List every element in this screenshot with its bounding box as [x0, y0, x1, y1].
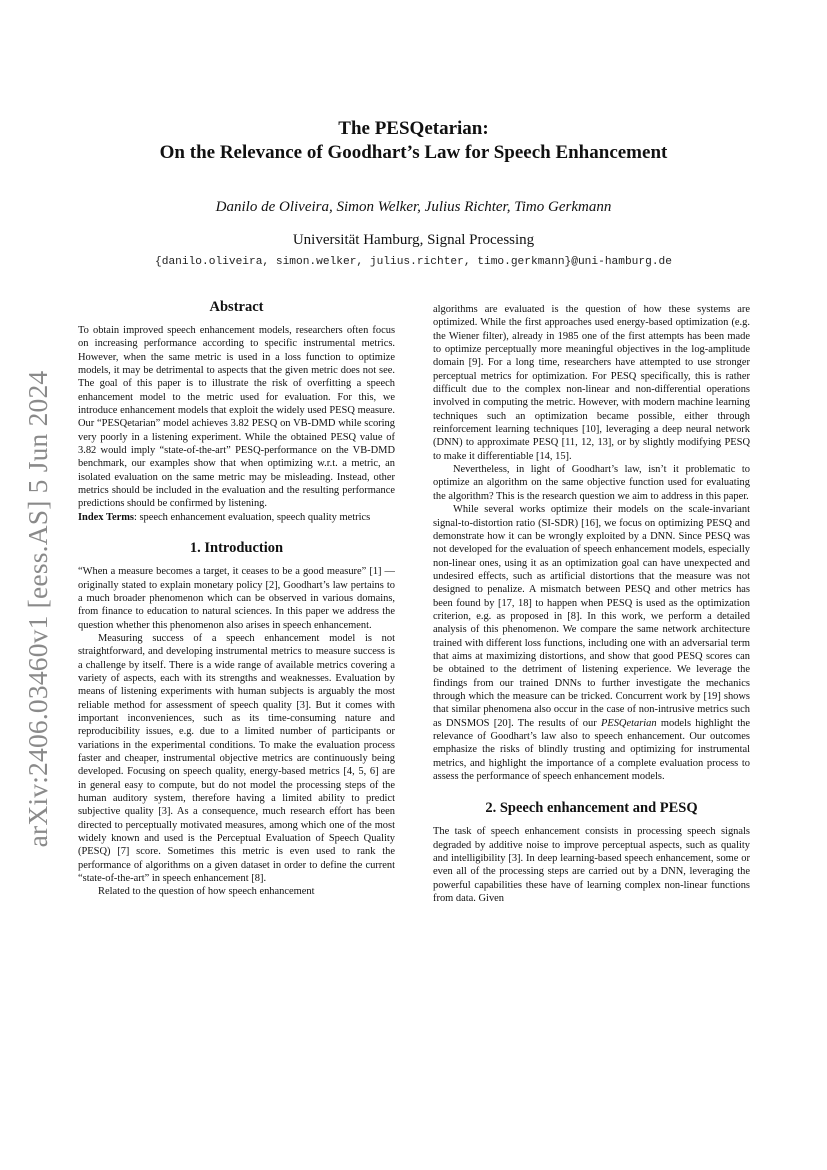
author-list: Danilo de Oliveira, Simon Welker, Julius Richter, Timo Gerkmann — [215, 199, 612, 215]
intro-paragraph-2: Measuring success of a speech enhancement model is not straightforward, and developing instrumental metrics to measure success is a challenge by itself. There is a wide range of available metrics covering a variety of aspects, each with its strengths and weaknesses. Evaluation by means of listening experiments with human subjects is arguably the most reliable method for assessment of speech quality [3]. But it comes with important inconveniences, such as its time-consuming nature and reproducibility issues, e.g. due to a limited number of participants or variations in the experimental conditions. To make the evaluation process faster and cheaper, instrumental objective metrics are continuously being developed. Focusing on speech quality, energy-based metrics [4, 5, 6] are in general easy to compute, but do not model the processing steps of the human auditory system, therefore having a limited ability to predict subjective quality [3]. As a consequence, much research effort has been directed to perceptually motivated measures, among which one of the most widely known and used is the Perceptual Evaluation of Speech Quality (PESQ) [7] score. Sometimes this metric is even used to rank the performance of algorithms on a given dataset in order to define the current “state-of-the-art” in speech enhancement [8]. — [78, 632, 395, 885]
index-terms-text: : speech enhancement evaluation, speech quality metrics — [133, 511, 371, 523]
intro-p5-part-a: While several works optimize their models on the scale-invariant signal-to-distortion ratio (SI-SDR) [16], we focus on optimizing PESQ and demonstrate how it can be wrongly exploited by a DNN. Since PESQ was not developed for the evaluation of speech enhancement models, especially non-linear ones, using it as an optimization goal can have unexpected and undesired effects, such as artificial distortions that the measure was not designed to penalize. A mismatch between PESQ and other metrics has been found by [17, 18] to happen when PESQ is used as the optimization criterion, e.g. as proposed in [8]. In this work, we perform a detailed analysis of this phenomenon. We compare the same network architecture trained with different loss functions, including one with an adversarial term that aims at maximizing distortions, and show that good PESQ scores can be obtained to the detriment of listening experience. We leverage the findings from our trained DNNs to further investigate the mechanics through which the measure can be tricked. Concurrent work by [19] shows that similar phenomena also occur in the case of non-intrusive metrics such as DNSMOS [20]. The results of our — [433, 504, 750, 729]
section2-heading: 2. Speech enhancement and PESQ — [485, 800, 698, 817]
section2-paragraph-1: The task of speech enhancement consists in processing speech signals degraded by additive noise to improve perceptual aspects, such as quality and intelligibility [3]. In deep learning-based speech enhancement, some or even all of the processing steps are carried out by a DNN, leveraging the powerful capabilities these have of learning complex non-linear functions from data. Given — [433, 826, 750, 905]
arxiv-stamp — [14, 364, 62, 854]
intro-p5-part-b: models highlight the relevance of Goodhart’s law also to speech enhancement. Our outcomes emphasize the risks of blindly trusting and optimizing for instrumental metrics, and highlight the importance of a complete evaluation process to assess the performance of speech enhancement models. — [433, 717, 750, 783]
abstract-heading: Abstract — [209, 299, 264, 315]
intro-paragraph-1: “When a measure becomes a target, it ceases to be a good measure” [1] — originally stated to explain monetary policy [2], Goodhart’s law pertains to a much broader phenomenon which can be observed in various domains, from finance to education to natural sciences. In this paper we address the question whether this phenomenon also arises in speech enhancement. — [78, 566, 395, 631]
arxiv-stamp-text: arXiv:2406.03460v1 [eess.AS] 5 Jun 2024 — [22, 370, 53, 848]
section1-heading: 1. Introduction — [189, 540, 284, 557]
paper-title-line1: The PESQetarian: — [338, 118, 489, 139]
index-terms-label: Index Terms — [78, 511, 134, 523]
pesqetarian-emphasis: PESQetarian — [600, 717, 657, 729]
intro-paragraph-4: Nevertheless, in light of Goodhart’s law, isn’t it problematic to optimize an algorithm on the same objective function used for evaluating the algorithm? This is the research question we aim to address in this paper. — [433, 464, 750, 502]
intro-paragraph-3-cont: algorithms are evaluated is the question of how these systems are optimized. While the first approaches used energy-based optimization (e.g. the Wiener filter), already in 1985 one of the first attempts has been made to optimize perceptually more meaningful objectives in the log-amplitude domain [9]. For a long time, researchers have attempted to use stronger perceptual metrics for optimization. For PESQ specifically, this is rather difficult due to the complex non-linear and non-differential operations involved in computing the metric. However, with modern machine learning techniques such an optimization became possible, either through reinforcement learning techniques [10], leveraging a deep neural network (DNN) to approximate PESQ [11, 12, 13], or by slightly modifying PESQ to make it differentiable [14, 15]. — [433, 304, 750, 462]
author-emails: {danilo.oliveira, simon.welker, julius.richter, timo.gerkmann}@uni-hamburg.de — [155, 256, 672, 268]
intro-paragraph-3-start: Related to the question of how speech enhancement — [98, 886, 315, 898]
affiliation: Universität Hamburg, Signal Processing — [292, 232, 535, 248]
intro-paragraph-5 — [433, 503, 750, 783]
abstract-body: To obtain improved speech enhancement models, researchers often focus on increasing performance according to specific instrumental metrics. However, when the same metric is used in a loss function to optimize models, it may be detrimental to aspects that the given metric does not see. The goal of this paper is to illustrate the risk of overfitting a speech enhancement model to the metric used for evaluation. For this, we introduce enhancement models that exploit the widely used PESQ measure. Our “PESQetarian” model achieves 3.82 PESQ on VB-DMD while scoring very poorly in a listening experiment. While the obtained PESQ value of 3.82 would imply “state-of-the-art” PESQ-performance on the VB-DMD benchmark, our examples show that when optimizing w.r.t. a metric, an isolated evaluation on the same metric may be misleading. Instead, other metrics should be included in the evaluation and the resulting performance predictions should be confirmed by listening. — [78, 325, 395, 510]
right-column — [433, 303, 750, 905]
paper-title-line2: On the Relevance of Goodhart’s Law for Speech Enhancement — [159, 142, 668, 163]
index-terms — [78, 511, 395, 524]
left-column — [78, 324, 395, 899]
